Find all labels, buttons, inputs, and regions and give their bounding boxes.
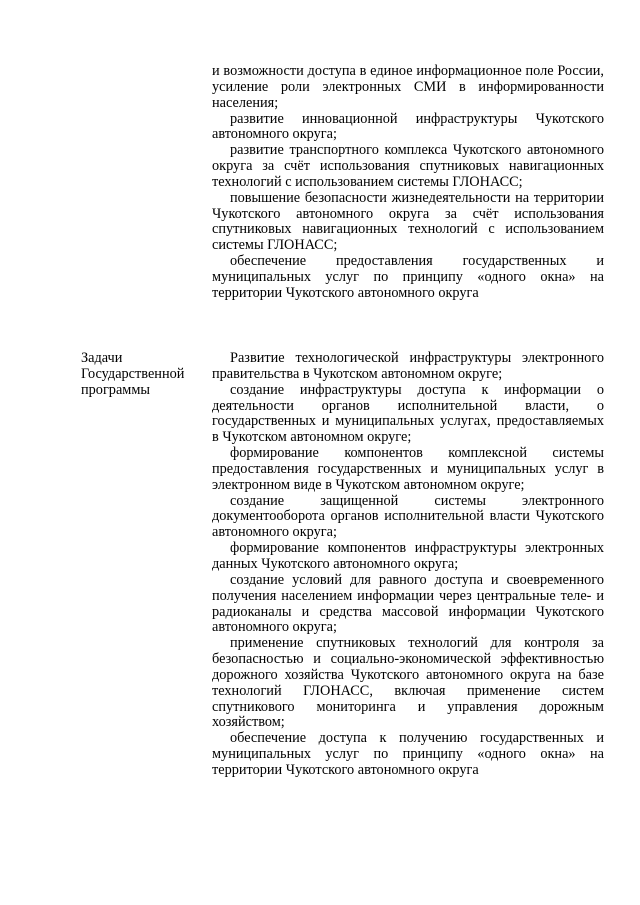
tasks-label-cell xyxy=(81,351,206,399)
task-paragraph: Развитие технологической инфраструктуры электронного правительства в Чукотском автономном округе; xyxy=(212,350,604,382)
task-paragraph: применение спутниковых технологий для контроля за безопасностью и социально-экономической эффективностью дорожного хозяйства Чукотского автономного округа на базе технологий ГЛОНАСС, включая применение систем спутникового мониторинга и управления дорожным хозяйством; xyxy=(212,635,604,731)
tasks-label-line: Государственной xyxy=(81,365,185,382)
goal-paragraph: обеспечение предоставления государственных и муниципальных услуг по принципу «одного окна» на территории Чукотского автономного округа xyxy=(212,253,604,301)
goal-paragraph: повышение безопасности жизнедеятельности на территории Чукотского автономного округа за счёт использования спутниковых навигационных технологий с использованием системы ГЛОНАСС; xyxy=(212,189,604,254)
task-paragraph: создание инфраструктуры доступа к информации о деятельности органов исполнительной власти, о государственных и муниципальных услугах, предоставляемых в Чукотском автономном округе; xyxy=(212,381,604,446)
goal-paragraph: развитие транспортного комплекса Чукотского автономного округа за счёт использования спутниковых навигационных технологий с использованием системы ГЛОНАСС; xyxy=(212,142,604,190)
task-paragraph: обеспечение доступа к получению государственных и муниципальных услуг по принципу «одного окна» на территории Чукотского автономного округа xyxy=(212,730,604,778)
goal-paragraph: развитие инновационной инфраструктуры Чукотского автономного округа; xyxy=(212,110,604,143)
task-paragraph: создание защищенной системы электронного документооборота органов исполнительной власти Чукотского автономного округа; xyxy=(212,492,604,541)
task-paragraph: формирование компонентов инфраструктуры электронных данных Чукотского автономного округа; xyxy=(212,540,604,572)
goals-continued-cell xyxy=(212,64,604,302)
tasks-label-line: Задачи xyxy=(81,350,123,366)
tasks-content-cell xyxy=(212,351,604,779)
task-paragraph: формирование компонентов комплексной системы предоставления государственных и муниципальных услуг в электронном виде в Чукотском автономном округе; xyxy=(212,445,604,493)
tasks-label-line: программы xyxy=(81,381,151,398)
task-paragraph: создание условий для равного доступа и своевременного получения населением информации через центральные теле- и радиоканалы и средства массовой информации Чукотского автономного округа; xyxy=(212,571,604,636)
goal-paragraph: и возможности доступа в единое информационное поле России, усиление роли электронных СМИ в информированности населения; xyxy=(212,63,604,111)
